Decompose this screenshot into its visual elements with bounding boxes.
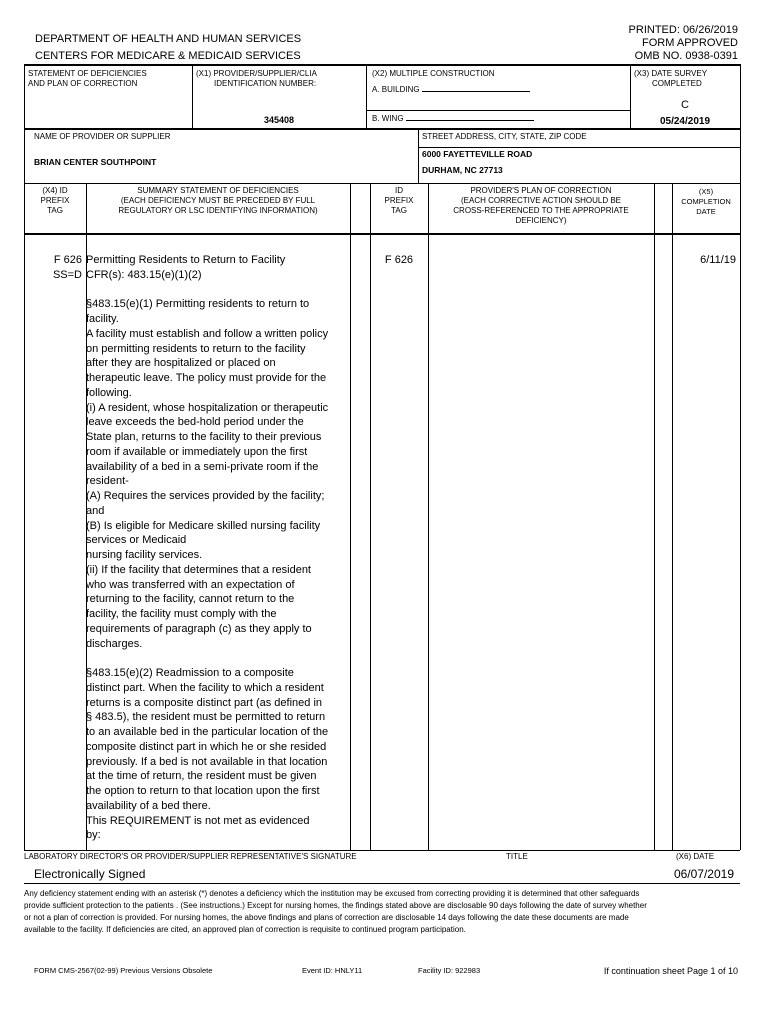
id-header	[370, 186, 428, 216]
signature-bottom-border	[24, 883, 740, 884]
deficiency-line: after they are hospitalized or placed on	[86, 357, 276, 370]
deficiency-line: to an available bed in the particular location of the	[86, 726, 329, 738]
provider-name: BRIAN CENTER SOUTHPOINT	[34, 157, 157, 167]
x4-header-line3: TAG	[47, 206, 63, 215]
x5-header-line1: (X5)	[698, 187, 714, 196]
address-line2: DURHAM, NC 27713	[422, 165, 503, 175]
col-divider-6	[672, 183, 673, 850]
deficiency-line: by:	[86, 829, 101, 842]
deficiency-line: (i) A resident, whose hospitalization or therapeutic	[86, 401, 329, 414]
department-name: DEPARTMENT OF HEALTH AND HUMAN SERVICES	[35, 33, 302, 45]
deficiency-line: composite distinct part in which he or she resided	[86, 740, 327, 753]
deficiency-line: A facility must establish and follow a written policy	[86, 327, 329, 340]
deficiency-line: Permitting Residents to Return to Facility	[86, 254, 286, 266]
right-border	[740, 64, 741, 850]
deficiency-line: (ii) If the facility that determines that a resident	[86, 563, 311, 576]
plan-header-line3: CROSS-REFERENCED TO THE APPROPRIATE	[453, 206, 629, 215]
date-label: (X6) DATE	[676, 852, 715, 861]
col-divider-3	[370, 183, 371, 850]
summary-header-line2: (EACH DEFICIENCY MUST BE PRECEDED BY FULL	[120, 196, 316, 205]
deficiency-line: discharges.	[86, 637, 143, 650]
deficiency-line: on permitting residents to return to the facility	[86, 342, 306, 355]
deficiency-line: returning to the facility, cannot return to the	[86, 593, 295, 606]
provider-bottom-border	[24, 183, 740, 184]
x4-header	[24, 186, 86, 216]
deficiency-line: resident-	[86, 475, 129, 488]
wing-field	[372, 114, 534, 124]
x2-label: (X2) MULTIPLE CONSTRUCTION	[372, 69, 495, 78]
provider-name-label: NAME OF PROVIDER OR SUPPLIER	[34, 132, 171, 141]
signature-date: 06/07/2019	[673, 867, 734, 881]
deficiency-text	[86, 253, 348, 843]
x1-label-line2: IDENTIFICATION NUMBER:	[214, 79, 317, 88]
deficiency-line: §483.15(e)(1) Permitting residents to return to	[86, 298, 310, 311]
deficiency-line: § 483.5), the resident must be permitted to return	[86, 711, 326, 724]
deficiency-line: distinct part. When the facility to which a resident	[86, 681, 324, 694]
survey-code: C	[681, 99, 689, 111]
deficiency-line: who was transferred with an expectation of	[86, 578, 295, 591]
signature-value: Electronically Signed	[34, 867, 146, 881]
survey-date: 05/24/2019	[659, 116, 711, 127]
plan-header-line2: (EACH CORRECTIVE ACTION SHOULD BE	[460, 196, 622, 205]
statement-label	[28, 69, 147, 89]
deficiency-line: State plan, returns to the facility to their previous	[86, 431, 322, 443]
facility-id: Facility ID: 922983	[418, 966, 481, 975]
x4-header-line2: PREFIX	[40, 196, 70, 205]
deficiency-line: leave exceeds the bed-hold period under the	[86, 416, 304, 429]
building-blank	[422, 91, 530, 92]
deficiency-line: therapeutic leave. The policy must provide for the	[86, 372, 327, 384]
x5-header	[672, 187, 740, 217]
address-label: STREET ADDRESS, CITY, STATE, ZIP CODE	[422, 132, 587, 141]
summary-header-line1: SUMMARY STATEMENT OF DEFICIENCIES	[137, 186, 299, 195]
col-divider-4	[428, 183, 429, 850]
building-label: A. BUILDING	[372, 85, 420, 94]
omb-number: OMB NO. 0938-0391	[634, 50, 738, 62]
page-indicator: If continuation sheet Page 1 of 10	[603, 966, 738, 976]
agency-name: CENTERS FOR MEDICARE & MEDICAID SERVICES	[35, 50, 301, 62]
x1-label	[196, 69, 317, 89]
top-border	[24, 64, 740, 66]
correction-tag: F 626	[384, 254, 414, 266]
deficiency-line: This REQUIREMENT is not met as evidenced	[86, 814, 310, 827]
form-approved: FORM APPROVED	[642, 37, 738, 49]
address-label-underline	[418, 147, 740, 148]
statement-label-line1: STATEMENT OF DEFICIENCIES	[28, 69, 147, 78]
plan-header-line1: PROVIDER'S PLAN OF CORRECTION	[470, 186, 612, 195]
deficiency-line: facility, the facility must comply with the	[86, 608, 277, 620]
deficiency-line: returns is a composite distinct part (as defined in	[86, 696, 323, 709]
x5-header-line3: DATE	[696, 207, 716, 216]
deficiency-line: requirements of paragraph (c) as they apply to	[86, 622, 312, 635]
deficiency-line: and	[86, 504, 105, 517]
id-header-line2: PREFIX	[384, 196, 414, 205]
deficiency-line: services or Medicaid	[86, 534, 187, 547]
deficiency-line: facility.	[86, 313, 119, 325]
column-header-bottom-border	[24, 233, 740, 235]
deficiency-line: at the time of return, the resident must be given	[86, 770, 317, 783]
deficiency-line: nursing facility services.	[86, 549, 203, 561]
provider-id: 345408	[263, 115, 295, 125]
deficiency-line	[86, 651, 348, 666]
disclaimer-text: Any deficiency statement ending with an asterisk (*) denotes a deficiency which the institution may be excused from correcting providing it is determined that other safeguards provide sufficient protection to the patients . (See instructions.) Except for nursing homes, the findings stated above are disclosable 90 days following the date of survey whether or not a plan of correction is provided. For nursing homes, the above findings and plans of correction are disclosable 14 days following the date these documents are made available to the facility. If deficiencies are cited, an approved plan of correction is requisite to continued program participation.	[24, 889, 647, 934]
statement-label-line2: AND PLAN OF CORRECTION	[28, 79, 138, 88]
event-id: Event ID: HNLY11	[302, 966, 363, 975]
deficiency-line: CFR(s): 483.15(e)(1)(2)	[86, 268, 202, 281]
deficiency-line	[86, 283, 348, 298]
top-box-bottom-border	[24, 128, 740, 130]
scope-severity: SS=D	[52, 269, 82, 281]
building-wing-divider	[366, 110, 630, 111]
deficiency-line: previously. If a bed is not available in that location	[86, 755, 328, 768]
plan-header	[428, 186, 654, 226]
printed-date: PRINTED: 06/26/2019	[628, 24, 738, 36]
deficiency-line: availability of a bed there.	[86, 799, 211, 812]
x3-label-line1: (X3) DATE SURVEY	[634, 69, 708, 78]
summary-header	[86, 186, 350, 216]
x5-header-line2: COMPLETION	[681, 197, 731, 206]
col-divider-5	[654, 183, 655, 850]
summary-header-line3: REGULATORY OR LSC IDENTIFYING INFORMATION)	[118, 206, 318, 215]
wing-blank	[406, 120, 534, 121]
completion-date: 6/11/19	[700, 254, 736, 266]
deficiency-line: the option to return to that location upon the first	[86, 785, 320, 797]
deficiency-line: following.	[86, 386, 132, 399]
x4-header-line1: (X4) ID	[42, 186, 68, 195]
provider-divider	[418, 128, 419, 183]
id-header-line3: TAG	[391, 206, 407, 215]
address-line1: 6000 FAYETTEVILLE ROAD	[422, 149, 533, 159]
divider-x2	[366, 64, 367, 128]
wing-label: B. WING	[372, 114, 404, 123]
col-divider-2	[350, 183, 351, 850]
deficiency-line: (B) Is eligible for Medicare skilled nursing facility	[86, 519, 321, 532]
deficiency-line: availability of a bed in a semi-private room if the	[86, 460, 319, 473]
signature-top-border	[24, 850, 740, 851]
x1-label-line1: (X1) PROVIDER/SUPPLIER/CLIA	[196, 69, 317, 78]
signature-label: LABORATORY DIRECTOR'S OR PROVIDER/SUPPLIER REPRESENTATIVE'S SIGNATURE	[24, 852, 357, 861]
title-label: TITLE	[506, 852, 528, 861]
deficiency-line: §483.15(e)(2) Readmission to a composite	[86, 667, 294, 679]
id-header-line1: ID	[395, 186, 403, 195]
left-border	[24, 64, 25, 850]
x3-label	[634, 69, 707, 89]
form-number: FORM CMS-2567(02-99) Previous Versions Obsolete	[34, 966, 213, 975]
plan-header-line4: DEFICIENCY)	[515, 216, 567, 225]
deficiency-tag: F 626	[53, 254, 82, 266]
x3-label-line2: COMPLETED	[652, 79, 702, 88]
deficiency-line: room if available or immediately upon the first	[86, 445, 308, 458]
deficiency-line: (A) Requires the services provided by the facility;	[86, 490, 325, 502]
building-field	[372, 85, 530, 95]
